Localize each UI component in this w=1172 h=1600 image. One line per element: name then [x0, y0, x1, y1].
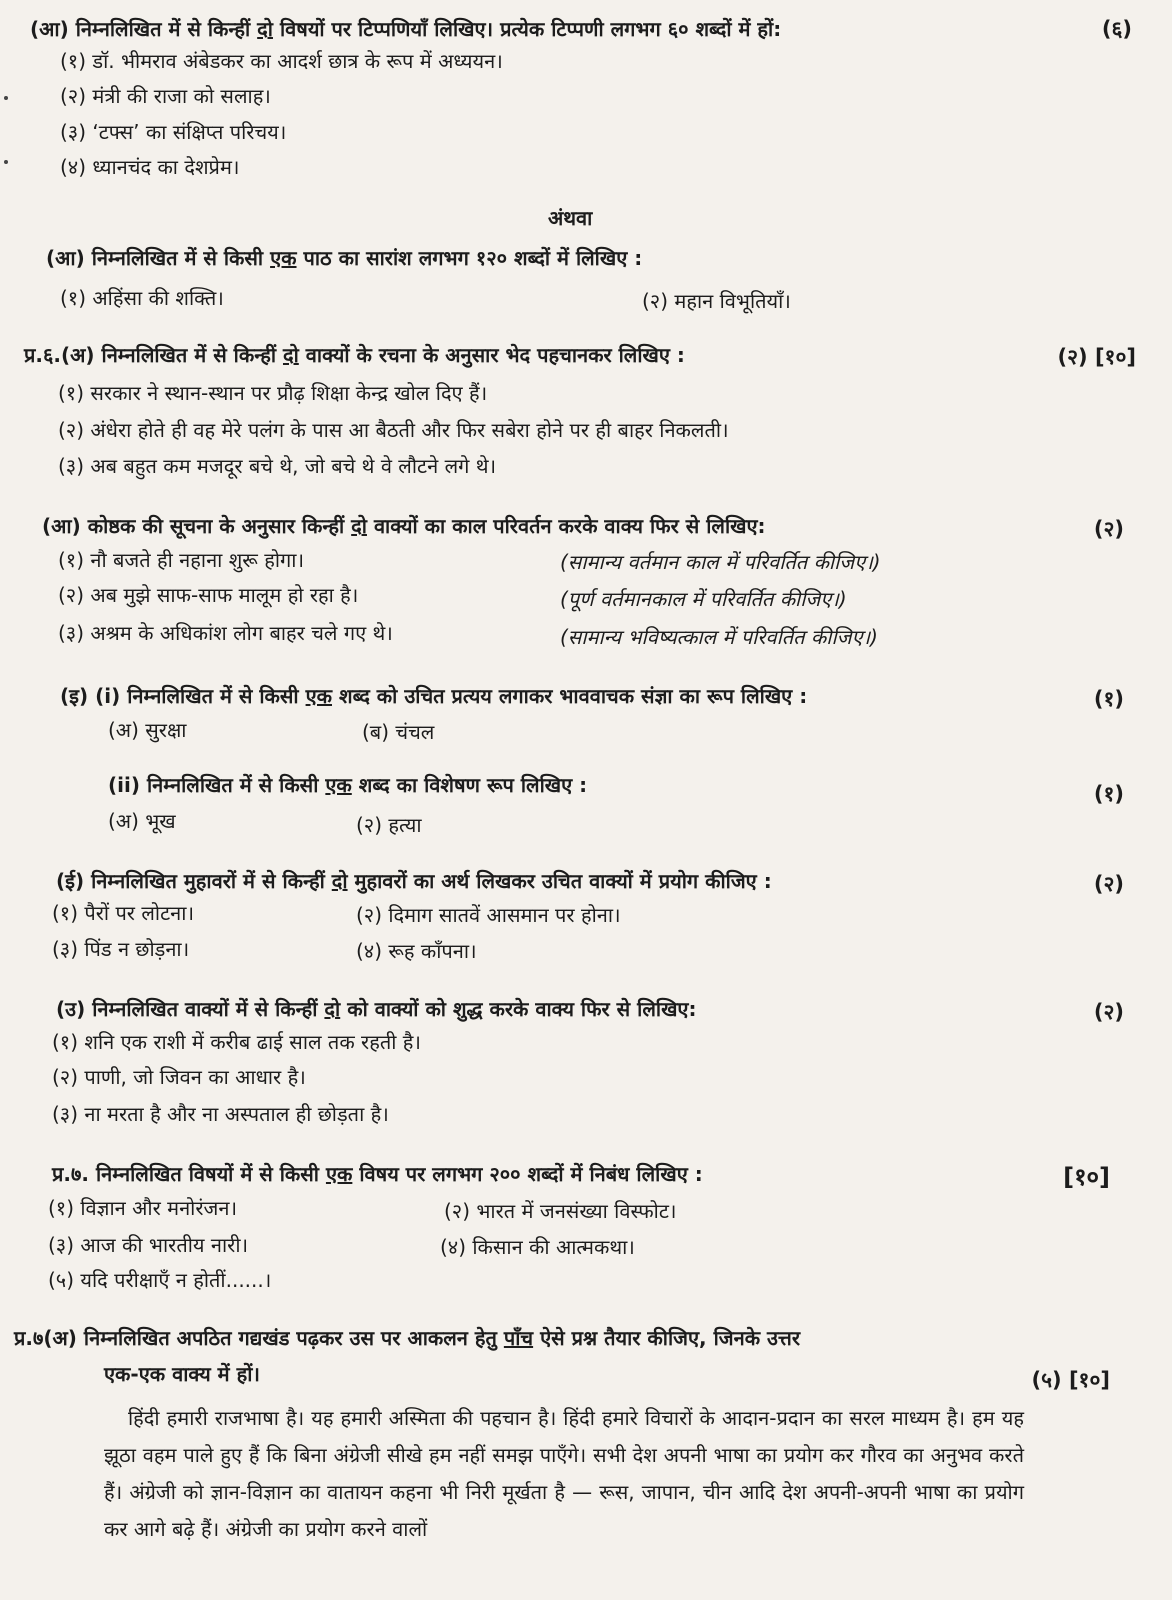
q6e-question — [56, 994, 696, 1024]
q7-question — [52, 1159, 703, 1189]
q7a-question-cont: एक-एक वाक्य में हों। — [104, 1362, 260, 1386]
list-item: (३) ‘टफ्स’ का संक्षिप्त परिचय। — [60, 120, 287, 144]
question-number: (आ) — [30, 17, 69, 41]
q6d-question — [56, 866, 772, 896]
sub-question-number: (i) — [95, 684, 121, 708]
question-text: निम्नलिखित में से किसी — [91, 246, 264, 270]
question-text: वाक्यों का काल परिवर्तन करके वाक्य फिर से लिखिए: — [373, 514, 766, 538]
underlined-word: एक — [325, 773, 352, 797]
q6b-question — [42, 511, 766, 541]
option: (२) दिमाग सातवें आसमान पर होना। — [356, 903, 621, 927]
question-text: को वाक्यों को शुद्ध करके वाक्य फिर से लिखिए: — [347, 997, 697, 1021]
question-text: पाठ का सारांश लगभग १२० शब्दों में लिखिए : — [303, 246, 643, 270]
question-text: मुहावरों का अर्थ लिखकर उचित वाक्यों में प्रयोग कीजिए : — [354, 869, 772, 893]
list-item: (३) अश्रम के अधिकांश लोग बाहर चले गए थे। — [58, 621, 393, 645]
sec-a-alt-question — [46, 243, 642, 273]
list-item: (३) ना मरता है और ना अस्पताल ही छोड़ता है। — [52, 1102, 389, 1126]
q7a-question — [14, 1323, 800, 1353]
question-number: प्र.६.(अ) — [24, 343, 95, 367]
list-item: (२) मंत्री की राजा को सलाह। — [60, 84, 271, 108]
marks: (२) — [1093, 517, 1124, 541]
question-number: (इ) — [60, 684, 89, 708]
instruction-hint: (पूर्ण वर्तमानकाल में परिवर्तित कीजिए।) — [560, 587, 847, 611]
question-text: विषयों पर टिप्पणियाँ लिखिए। प्रत्येक टिप्पणी लगभग ६० शब्दों में हों: — [279, 17, 782, 41]
question-text: शब्द को उचित प्रत्यय लगाकर भाववाचक संज्ञा का रूप लिखिए : — [338, 684, 808, 708]
question-text: निम्नलिखित मुहावरों में से किन्हीं — [91, 869, 325, 893]
underlined-word: दो — [282, 343, 299, 367]
sub-question-number: (ii) — [108, 773, 140, 797]
marks: [१०] — [1063, 1163, 1110, 1191]
list-item: (३) अब बहुत कम मजदूर बचे थे, जो बचे थे वे लौटने लगे थे। — [58, 454, 497, 478]
instruction-hint: (सामान्य वर्तमान काल में परिवर्तित कीजिए।) — [560, 550, 881, 574]
underlined-word: दो — [331, 869, 348, 893]
list-item: (१) सरकार ने स्थान-स्थान पर प्रौढ़ शिक्षा केन्द्र खोल दिए हैं। — [58, 381, 488, 405]
option: (३) पिंड न छोड़ना। — [52, 937, 190, 961]
question-number: (आ) — [46, 246, 85, 270]
question-text: ऐसे प्रश्न तैयार कीजिए, जिनके उत्तर — [540, 1326, 801, 1350]
question-text: निम्नलिखित अपठित गद्यखंड पढ़कर उस पर आकलन हेतु — [83, 1326, 497, 1350]
option: (अ) सुरक्षा — [108, 718, 187, 742]
question-number: प्र.७. — [52, 1162, 89, 1186]
marks: (१) — [1093, 782, 1124, 806]
list-item: (४) ध्यानचंद का देशप्रेम। — [60, 155, 240, 179]
question-text: निम्नलिखित में से किन्हीं — [101, 343, 277, 367]
list-item: (१) नौ बजते ही नहाना शुरू होगा। — [58, 548, 305, 572]
list-item: (२) अब मुझे साफ-साफ मालूम हो रहा है। — [58, 583, 359, 607]
question-text: वाक्यों के रचना के अनुसार भेद पहचानकर लिखिए : — [305, 343, 685, 367]
option: (५) यदि परीक्षाएँ न होतीं......। — [48, 1268, 272, 1292]
question-text: निम्नलिखित वाक्यों में से किन्हीं — [92, 997, 318, 1021]
question-text: कोष्ठक की सूचना के अनुसार किन्हीं — [87, 514, 345, 538]
underlined-word: पाँच — [503, 1326, 534, 1350]
marks: (५) [१०] — [1031, 1368, 1110, 1392]
instruction-hint: (सामान्य भविष्यत्काल में परिवर्तित कीजिए।) — [560, 625, 878, 649]
q6c-question-ii — [108, 770, 587, 800]
underlined-word: एक — [270, 246, 297, 270]
option: (४) रूह काँपना। — [356, 939, 477, 963]
option: (३) आज की भारतीय नारी। — [48, 1233, 249, 1257]
option: (१) पैरों पर लोटना। — [52, 901, 195, 925]
marks: (१) — [1093, 687, 1124, 711]
unseen-passage: हिंदी हमारी राजभाषा है। यह हमारी अस्मिता की पहचान है। हिंदी हमारे विचारों के आदान-प्रदान का सरल माध्यम है। हम यह झूठा वहम पाले हुए हैं कि बिना अंग्रेजी सीखे हम नहीं समझ पाएँगे। सभी देश अपनी भाषा का प्रयोग कर गौरव का अनुभव करते हैं। अंग्रेजी को ज्ञान-विज्ञान का वातायन कहना भी निरी मूर्खता है — रूस, जापान, चीन आदि देश अपनी-अपनी भाषा का प्रयोग कर आगे बढ़े हैं। अंग्रेजी का प्रयोग करने वालों — [104, 1406, 1024, 1541]
question-number: (आ) — [42, 514, 81, 538]
question-number: (ई) — [56, 869, 85, 893]
list-item: (२) पाणी, जो जिवन का आधार है। — [52, 1065, 306, 1089]
list-item: (१) शनि एक राशी में करीब ढाई साल तक रहती है। — [52, 1030, 421, 1054]
question-text: विषय पर लगभग २०० शब्दों में निबंध लिखिए : — [359, 1162, 703, 1186]
question-text: निम्नलिखित विषयों में से किसी — [95, 1162, 319, 1186]
margin-dot — [4, 96, 8, 100]
option: (४) किसान की आत्मकथा। — [440, 1235, 635, 1259]
marks: (६) — [1101, 17, 1132, 41]
q6-question — [24, 340, 685, 370]
margin-dot — [4, 160, 8, 164]
question-text: निम्नलिखित में से किन्हीं — [75, 17, 251, 41]
question-text: निम्नलिखित में से किसी — [146, 773, 319, 797]
question-text: शब्द का विशेषण रूप लिखिए : — [358, 773, 588, 797]
option: (२) भारत में जनसंख्या विस्फोट। — [444, 1199, 677, 1223]
list-item: (१) अहिंसा की शक्ति। — [60, 286, 224, 310]
question-number: (उ) — [56, 997, 86, 1021]
option: (२) हत्या — [356, 813, 422, 837]
underlined-word: एक — [305, 684, 332, 708]
question-text: निम्नलिखित में से किसी — [127, 684, 299, 708]
option: (अ) भूख — [108, 809, 176, 833]
list-item: (१) डॉ. भीमराव अंबेडकर का आदर्श छात्र के रूप में अध्ययन। — [60, 49, 503, 73]
option: (१) विज्ञान और मनोरंजन। — [48, 1196, 238, 1220]
underlined-word: एक — [325, 1162, 353, 1186]
marks: (२) — [1093, 872, 1124, 896]
sec-a-question — [30, 14, 781, 44]
marks: (२) — [1093, 1000, 1124, 1024]
q6c-question-i — [60, 681, 807, 711]
athava-heading: अंथवा — [548, 206, 593, 230]
list-item: (२) महान विभूतियाँ। — [642, 289, 791, 313]
marks: (२) [१०] — [1057, 345, 1136, 369]
question-number: प्र.७(अ) — [14, 1326, 77, 1350]
underlined-word: दो — [257, 17, 273, 41]
underlined-word: दो — [351, 514, 367, 538]
list-item: (२) अंधेरा होते ही वह मेरे पलंग के पास आ बैठती और फिर सबेरा होने पर ही बाहर निकलती। — [58, 418, 729, 442]
option: (ब) चंचल — [362, 720, 435, 744]
underlined-word: दो — [324, 997, 341, 1021]
